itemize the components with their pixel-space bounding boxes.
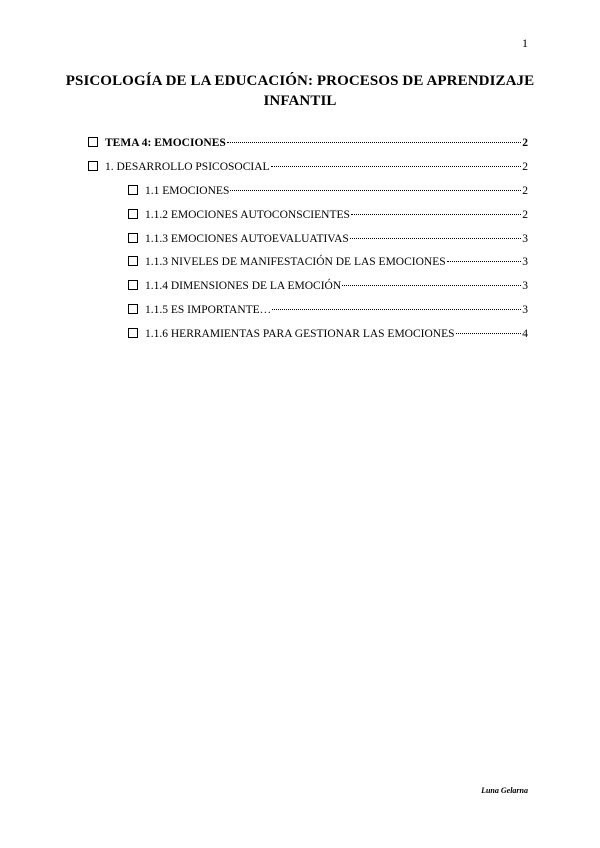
document-title bbox=[60, 71, 540, 111]
dot-leader bbox=[342, 285, 521, 286]
toc-entry-label: 1.1.5 ES IMPORTANTE… bbox=[145, 304, 272, 317]
checkbox-icon bbox=[128, 304, 138, 314]
page-number: 1 bbox=[522, 36, 528, 50]
toc-entry-emociones-autoevaluativas[interactable] bbox=[88, 232, 528, 256]
toc-entry-label: TEMA 4: EMOCIONES bbox=[105, 137, 226, 149]
toc-entry-page: 3 bbox=[522, 280, 528, 293]
document-title-line-1: PSICOLOGÍA DE LA EDUCACIÓN: PROCESOS DE APRENDIZAJE bbox=[65, 73, 535, 89]
toc-entry-label: 1.1.4 DIMENSIONES DE LA EMOCIÓN bbox=[145, 280, 342, 293]
checkbox-icon bbox=[88, 161, 98, 171]
dot-leader bbox=[227, 142, 521, 143]
toc-entry-label: 1. DESARROLLO PSICOSOCIAL bbox=[105, 160, 270, 173]
toc-entry-page: 2 bbox=[522, 184, 528, 197]
toc-entry-page: 3 bbox=[522, 304, 528, 317]
toc-entry-label: 1.1 EMOCIONES bbox=[145, 184, 230, 197]
toc-entry-label: 1.1.3 NIVELES DE MANIFESTACIÓN DE LAS EMOCIONES bbox=[145, 256, 446, 269]
document-title-line-2: INFANTIL bbox=[263, 93, 337, 109]
toc-entry-tema-4[interactable] bbox=[88, 136, 528, 160]
toc-entry-dimensiones-emocion[interactable] bbox=[88, 279, 528, 303]
toc-entry-herramientas[interactable] bbox=[88, 327, 528, 351]
toc-entry-emociones[interactable] bbox=[88, 184, 528, 208]
toc-entry-desarrollo-psicosocial[interactable] bbox=[88, 160, 528, 184]
dot-leader bbox=[350, 238, 521, 239]
toc-entry-page: 3 bbox=[522, 232, 528, 245]
dot-leader bbox=[447, 261, 522, 262]
dot-leader bbox=[271, 166, 522, 167]
toc-entry-label: 1.1.6 HERRAMIENTAS PARA GESTIONAR LAS EMOCIONES bbox=[145, 328, 455, 341]
toc-entry-label: 1.1.3 EMOCIONES AUTOEVALUATIVAS bbox=[145, 232, 349, 245]
checkbox-icon bbox=[128, 256, 138, 266]
toc-entry-page: 2 bbox=[522, 160, 528, 173]
dot-leader bbox=[456, 333, 522, 334]
toc-entry-page: 2 bbox=[522, 137, 528, 149]
checkbox-icon bbox=[88, 137, 98, 147]
checkbox-icon bbox=[128, 233, 138, 243]
checkbox-icon bbox=[128, 209, 138, 219]
toc-entry-label: 1.1.2 EMOCIONES AUTOCONSCIENTES bbox=[145, 208, 350, 221]
toc-entry-emociones-autoconscientes[interactable] bbox=[88, 208, 528, 232]
dot-leader bbox=[230, 190, 521, 191]
toc-entry-niveles-manifestacion[interactable] bbox=[88, 255, 528, 279]
checkbox-icon bbox=[128, 185, 138, 195]
dot-leader bbox=[272, 309, 521, 310]
toc-entry-page: 3 bbox=[522, 256, 528, 269]
checkbox-icon bbox=[128, 328, 138, 338]
dot-leader bbox=[351, 214, 521, 215]
footer-author: Luna Gelarna bbox=[481, 786, 528, 795]
checkbox-icon bbox=[128, 280, 138, 290]
toc-entry-page: 2 bbox=[522, 208, 528, 221]
table-of-contents bbox=[88, 136, 528, 351]
toc-entry-page: 4 bbox=[522, 328, 528, 341]
toc-entry-es-importante[interactable] bbox=[88, 303, 528, 327]
